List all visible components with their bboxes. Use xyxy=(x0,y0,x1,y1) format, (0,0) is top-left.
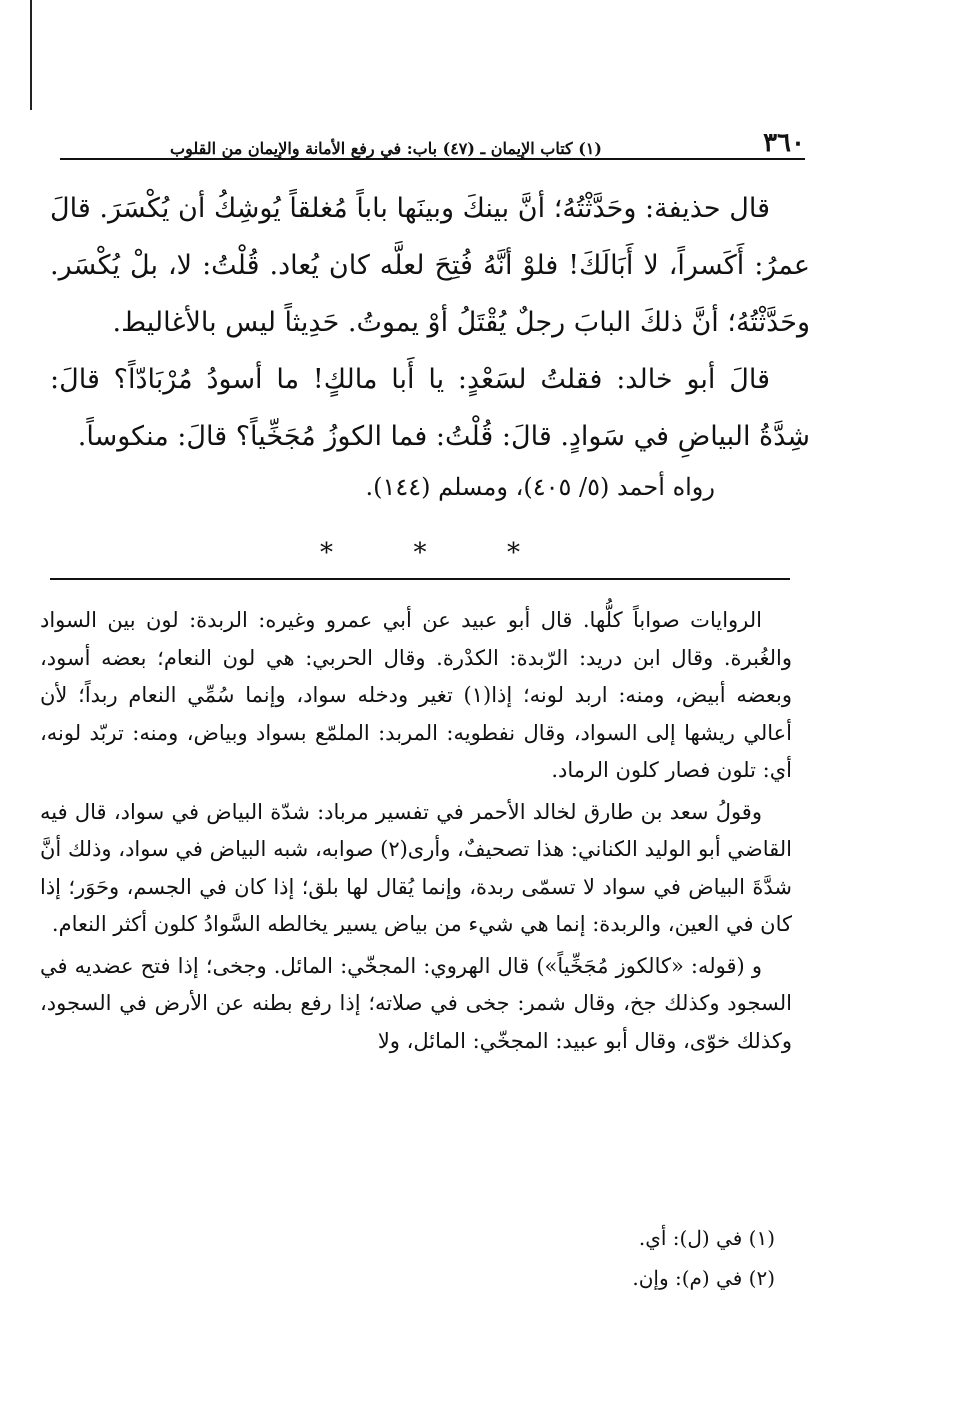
star-ornament: * xyxy=(320,538,333,568)
commentary-text xyxy=(40,602,792,1064)
commentary-paragraph: و (قوله: «كالكوز مُجَخِّياً») قال الهروي: المجخّي: المائل. وجخى؛ إذا فتح عضديه في السجود وكذلك جخ، وقال شمر: جخى في صلاته؛ إذا رفع بطنه عن الأرض في السجود، وكذلك خوّى، وقال أبو عبيد: المجخّي: المائل، ولا xyxy=(40,953,792,1053)
star-ornament: * xyxy=(413,538,427,568)
section-separator xyxy=(320,538,520,568)
hadith-citation: رواه أحمد (٥/ ٤٠٥)، ومسلم (١٤٤). xyxy=(365,473,715,501)
running-title: (١) كتاب الإيمان ـ (٤٧) باب: في رفع الأمانة والإيمان من القلوب xyxy=(170,139,602,158)
footnote: (٢) في (م): وإن. xyxy=(632,1266,775,1290)
hadith-paragraph: قال حذيفة: وحَدَّثْتُهُ؛ أنَّ بينكَ وبينَها باباً مُغلقاً يُوشِكُ أن يُكْسَرَ. قالَ عمرُ: أَكَسراً، لا أَبَالَكَ! فلوْ أنَّهُ فُتِحَ لعلَّه كان يُعاد. قُلْتُ: لا، بلْ يُكْسَر. وحَدَّثْتُهُ؛ أنَّ ذلكَ البابَ رجلٌ يُقْتَلُ أوْ يموتُ. حَدِيثاً ليس بالأغاليط. xyxy=(50,193,810,338)
commentary-divider xyxy=(50,578,790,580)
page-header xyxy=(60,128,805,158)
footnote: (١) في (ل): أي. xyxy=(638,1226,775,1250)
main-text xyxy=(50,180,810,509)
star-ornament: * xyxy=(507,538,520,568)
header-divider xyxy=(60,158,805,160)
hadith-paragraph: قالَ أبو خالد: فقلتُ لسَعْدٍ: يا أَبا مالكٍ! ما أسودُ مُرْبَادّاً؟ قالَ: شِدَّةُ البياضِ في سَوادٍ. قالَ: قُلْتُ: فما الكوزُ مُجَخِّياً؟ قالَ: منكوساً. xyxy=(50,364,810,452)
footnotes xyxy=(560,1218,775,1298)
commentary-paragraph: الروايات صواباً كلُّها. قال أبو عبيد عن أبي عمرو وغيره: الربدة: لون بين السواد والغُبرة. وقال ابن دريد: الرّبدة: الكدْرة. وقال الحربي: هي لون النعام؛ بعضه أسود، وبعضه أبيض، ومنه: اربد لونه؛ إذا(١) تغير ودخله سواد، وإنما سُمِّي النعام ربداً؛ لأن أعالي ريشها إلى السواد، وقال نفطويه: المربد: الملمّع بسواد وبياض، ومنه: تربّد لونه، أي: تلون فصار كلون الرماد. xyxy=(40,608,792,782)
scan-edge-line xyxy=(30,0,32,110)
commentary-paragraph: وقولُ سعد بن طارق لخالد الأحمر في تفسير مرباد: شدّة البياض في سواد، قال فيه القاضي أبو الوليد الكناني: هذا تصحيفٌ، وأرى(٢) صوابه، شبه البياض في سواد، وذلك أنَّ شدَّةَ البياض في سواد لا تسمّى ربدة، وإنما يُقال لها بلق؛ إذا كان في الجسم، وحَوَر؛ إذا كان في العين، والربدة: إنما هي شيء من بياض يسير يخالطه السَّوادُ كلون أكثر النعام. xyxy=(40,799,793,936)
page-number: ٣٦٠ xyxy=(763,128,805,158)
